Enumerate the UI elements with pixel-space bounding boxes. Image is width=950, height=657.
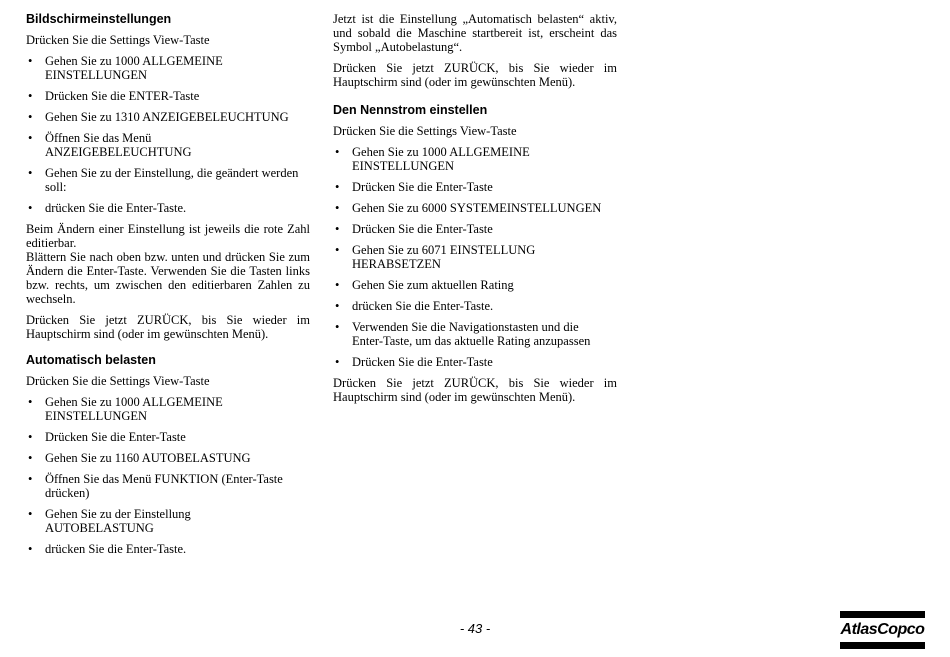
section-intro: Drücken Sie die Settings View-Taste	[333, 124, 517, 138]
bullet-icon: •	[28, 395, 33, 409]
list-item-text: drücken Sie die Enter-Taste.	[45, 542, 187, 556]
section-heading: Automatisch belasten	[26, 353, 156, 367]
list-item-text: Öffnen Sie das Menü FUNKTION (Enter-Taste drücken)	[45, 472, 283, 500]
step-list	[26, 395, 310, 556]
section-heading: Bildschirmeinstellungen	[26, 12, 172, 26]
page-number: - 43 -	[459, 621, 491, 636]
list-item	[26, 395, 310, 423]
list-item-text: Drücken Sie die Enter-Taste	[45, 430, 186, 444]
list-item-text: Gehen Sie zu 1000 ALLGEMEINE EINSTELLUNGEN	[352, 145, 530, 173]
list-item	[26, 451, 310, 465]
list-item	[26, 507, 310, 535]
atlas-copco-logo	[840, 611, 925, 649]
list-item-text: Drücken Sie die Enter-Taste	[352, 222, 493, 236]
bullet-icon: •	[28, 131, 33, 145]
bullet-icon: •	[28, 201, 33, 215]
bullet-icon: •	[28, 89, 33, 103]
body-paragraph: Beim Ändern einer Einstellung ist jeweils die rote Zahl editierbar. Blättern Sie nach oben bzw. unten und drücken Sie zum Ändern die Enter-Taste. Verwenden Sie die Tasten links bzw. rechts, um zwischen den editierbaren Zahlen zu wechseln.	[26, 222, 310, 306]
list-item	[26, 89, 310, 103]
list-item-text: Gehen Sie zu 1160 AUTOBELASTUNG	[45, 451, 251, 465]
bullet-icon: •	[28, 472, 33, 486]
list-item	[26, 201, 310, 215]
right-column	[333, 12, 617, 411]
bullet-icon: •	[28, 451, 33, 465]
list-item	[333, 278, 617, 292]
bullet-icon: •	[335, 201, 340, 215]
list-item	[26, 472, 310, 500]
list-item-text: Verwenden Sie die Navigationstasten und die Enter-Taste, um das aktuelle Rating anzupassen	[352, 320, 591, 348]
list-item-text: drücken Sie die Enter-Taste.	[45, 201, 187, 215]
bullet-icon: •	[335, 299, 340, 313]
bullet-icon: •	[335, 145, 340, 159]
left-column	[26, 12, 310, 563]
bullet-icon: •	[28, 110, 33, 124]
body-paragraph: Drücken Sie jetzt ZURÜCK, bis Sie wieder im Hauptschirm sind (oder im gewünschten Menü).	[333, 376, 617, 404]
list-item	[333, 145, 617, 173]
section-2	[26, 353, 310, 556]
bullet-icon: •	[28, 542, 33, 556]
bullet-icon: •	[28, 54, 33, 68]
step-list	[333, 145, 617, 369]
list-item-text: drücken Sie die Enter-Taste.	[352, 299, 494, 313]
body-paragraph: Drücken Sie jetzt ZURÜCK, bis Sie wieder im Hauptschirm sind (oder im gewünschten Menü).	[333, 61, 617, 89]
logo-bottom-bar	[840, 642, 925, 649]
list-item	[333, 320, 617, 348]
section-heading: Den Nennstrom einstellen	[333, 103, 488, 117]
section-intro: Drücken Sie die Settings View-Taste	[26, 33, 210, 47]
list-item-text: Gehen Sie zu 1310 ANZEIGEBELEUCHTUNG	[45, 110, 289, 124]
section-1	[26, 12, 310, 341]
list-item-text: Öffnen Sie das Menü ANZEIGEBELEUCHTUNG	[45, 131, 192, 159]
list-item	[26, 166, 310, 194]
bullet-icon: •	[28, 430, 33, 444]
list-item-text: Drücken Sie die Enter-Taste	[352, 180, 493, 194]
list-item	[26, 131, 310, 159]
bullet-icon: •	[335, 355, 340, 369]
section-intro: Drücken Sie die Settings View-Taste	[26, 374, 210, 388]
list-item	[333, 299, 617, 313]
list-item	[26, 542, 310, 556]
list-item	[333, 201, 617, 215]
body-paragraph: Jetzt ist die Einstellung „Automatisch belasten“ aktiv, und sobald die Maschine startbereit ist, erscheint das Symbol „Autobelastung“.	[333, 12, 617, 54]
body-paragraph: Drücken Sie jetzt ZURÜCK, bis Sie wieder im Hauptschirm sind (oder im gewünschten Menü).	[26, 313, 310, 341]
bullet-icon: •	[335, 180, 340, 194]
list-item-text: Drücken Sie die Enter-Taste	[352, 355, 493, 369]
list-item	[333, 222, 617, 236]
bullet-icon: •	[28, 507, 33, 521]
list-item-text: Gehen Sie zum aktuellen Rating	[352, 278, 514, 292]
list-item	[26, 430, 310, 444]
list-item	[26, 54, 310, 82]
list-item-text: Gehen Sie zu 6071 EINSTELLUNG HERABSETZEN	[352, 243, 536, 271]
bullet-icon: •	[28, 166, 33, 180]
list-item	[26, 110, 310, 124]
bullet-icon: •	[335, 278, 340, 292]
bullet-icon: •	[335, 243, 340, 257]
list-item	[333, 355, 617, 369]
step-list	[26, 54, 310, 215]
list-item-text: Gehen Sie zu der Einstellung, die geändert werden soll:	[45, 166, 299, 194]
list-item	[333, 243, 617, 271]
list-item-text: Gehen Sie zu 1000 ALLGEMEINE EINSTELLUNGEN	[45, 395, 223, 423]
list-item-text: Gehen Sie zu 6000 SYSTEMEINSTELLUNGEN	[352, 201, 602, 215]
logo-top-bar	[840, 611, 925, 618]
list-item	[333, 180, 617, 194]
list-item-text: Gehen Sie zu der Einstellung AUTOBELASTUNG	[45, 507, 191, 535]
logo-text: AtlasCopco	[840, 621, 925, 638]
list-item-text: Gehen Sie zu 1000 ALLGEMEINE EINSTELLUNGEN	[45, 54, 223, 82]
bullet-icon: •	[335, 320, 340, 334]
bullet-icon: •	[335, 222, 340, 236]
list-item-text: Drücken Sie die ENTER-Taste	[45, 89, 200, 103]
section-nennstrom	[333, 103, 617, 404]
